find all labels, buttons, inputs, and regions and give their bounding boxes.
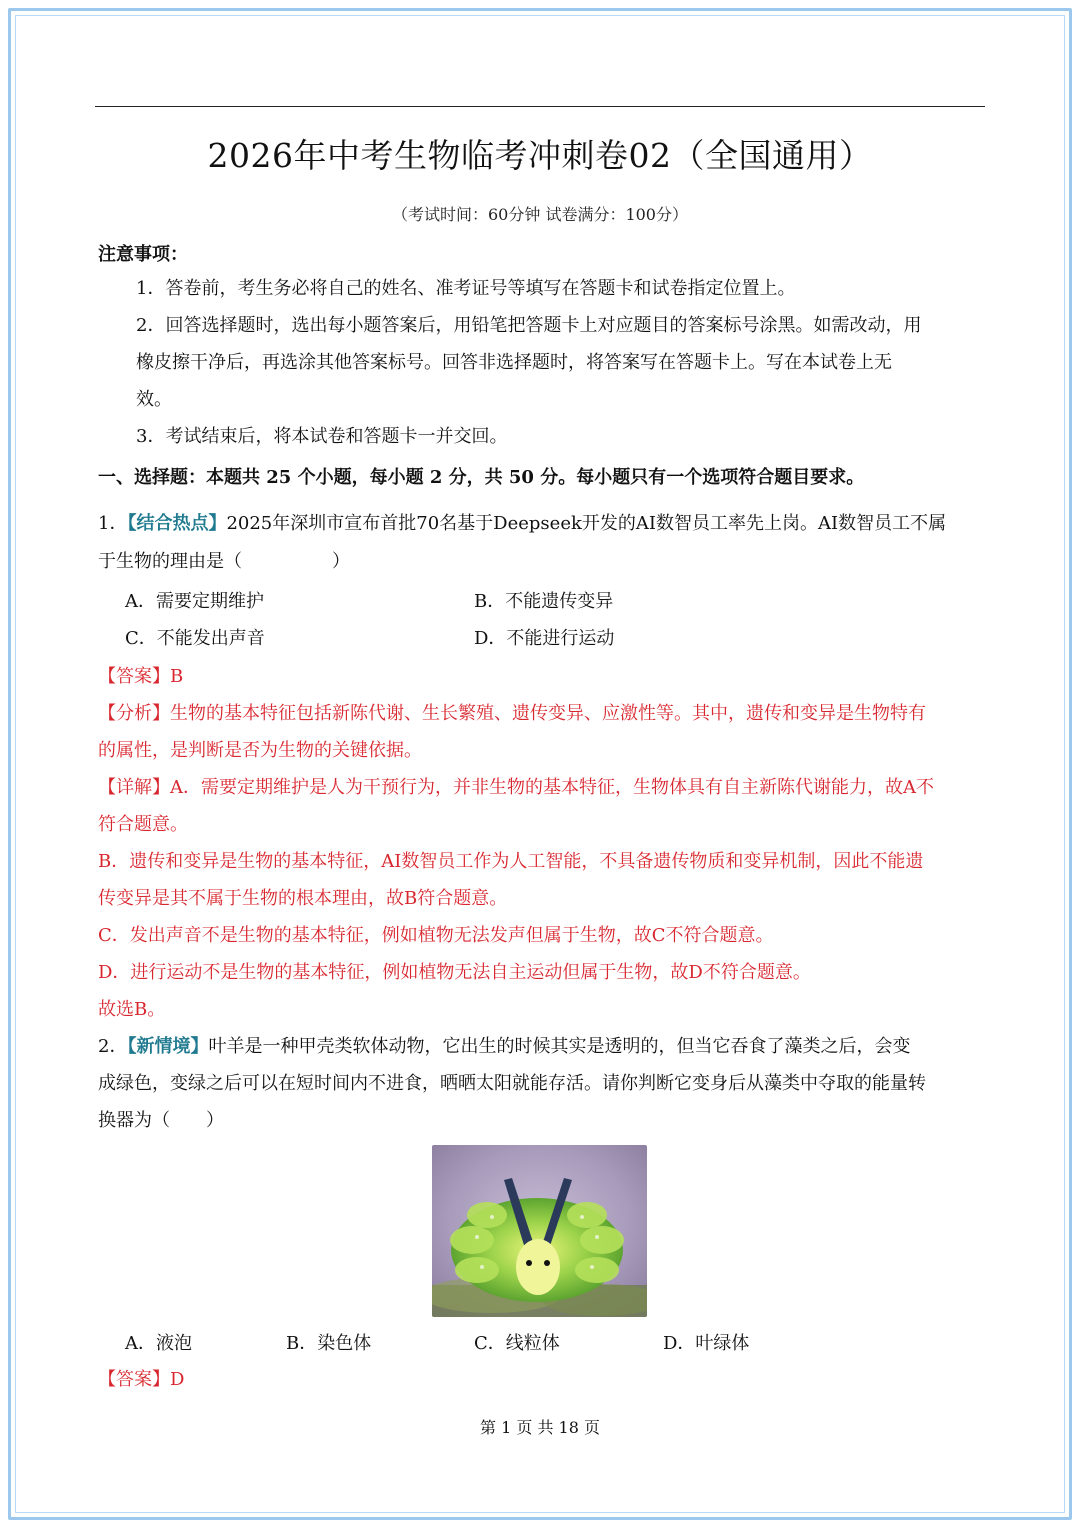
section-heading-choice: 一、选择题：本题共 25 个小题，每小题 2 分，共 50 分。每小题只有一个选项符合题目要求。 (98, 467, 865, 488)
notice-item-2-line-3: 效。 (136, 389, 172, 410)
q1-conclusion: 故选B。 (98, 999, 166, 1020)
q1-analysis-line-1: 【分析】生物的基本特征包括新陈代谢、生长繁殖、遗传变异、应激性等。其中，遗传和变异是生物特有 (98, 703, 926, 724)
notice-item-2-line-2: 橡皮擦干净后，再选涂其他答案标号。回答非选择题时，将答案写在答题卡上。写在本试卷上无 (136, 352, 892, 373)
notice-item-2-line-1: 2．回答选择题时，选出每小题答案后，用铅笔把答题卡上对应题目的答案标号涂黑。如需改动，用 (136, 315, 922, 336)
q1-answer: 【答案】B (98, 666, 184, 687)
q1-stem-text: 2025年深圳市宣布首批70名基于Deepseek开发的AI数智员工率先上岗。AI数智员工不属 (226, 513, 947, 534)
q2-answer: 【答案】D (98, 1369, 185, 1390)
q1-detail-line-2: 符合题意。 (98, 814, 188, 835)
q1-number: 1． (98, 513, 128, 534)
q1-stem-line-1 (98, 513, 946, 535)
notice-item-1: 1．答卷前，考生务必将自己的姓名、准考证号等填写在答题卡和试卷指定位置上。 (136, 278, 796, 299)
notice-heading: 注意事项： (98, 244, 188, 265)
q2-option-a: A．液泡 (125, 1333, 192, 1354)
q2-option-b: B．染色体 (286, 1333, 372, 1354)
page-number-footer: 第 1 页 共 18 页 (480, 1418, 600, 1437)
page-title: 2026年中考生物临考冲刺卷02（全国通用） (207, 136, 873, 175)
exam-info: （考试时间：60分钟 试卷满分：100分） (392, 205, 688, 224)
q1-detail-b-line-2: 传变异是其不属于生物的根本理由，故B符合题意。 (98, 888, 508, 909)
leaf-sheep-photo (432, 1145, 647, 1317)
q1-detail-c: C．发出声音不是生物的基本特征，例如植物无法发声但属于生物，故C不符合题意。 (98, 925, 774, 946)
q1-analysis-line-2: 的属性，是判断是否为生物的关键依据。 (98, 740, 422, 761)
q2-stem-text: 叶羊是一种甲壳类软体动物，它出生的时候其实是透明的，但当它吞食了藻类之后，会变 (208, 1036, 911, 1057)
q2-option-d: D．叶绿体 (663, 1333, 750, 1354)
q2-stem-line-1 (98, 1036, 910, 1058)
q2-tag: 【新情境】 (127, 1036, 209, 1057)
q1-stem-line-2: 于生物的理由是（ ） (98, 551, 350, 572)
q1-option-a: A．需要定期维护 (125, 591, 264, 612)
notice-item-3: 3．考试结束后，将本试卷和答题卡一并交回。 (136, 426, 508, 447)
q1-tag: 【结合热点】 (127, 513, 227, 534)
header-rule (95, 106, 985, 107)
q1-detail-d: D．进行运动不是生物的基本特征，例如植物无法自主运动但属于生物，故D不符合题意。 (98, 962, 811, 983)
q2-option-c: C．线粒体 (474, 1333, 560, 1354)
q2-number: 2． (98, 1036, 128, 1057)
q1-option-c: C．不能发出声音 (125, 628, 265, 649)
q1-detail-b-line-1: B．遗传和变异是生物的基本特征，AI数智员工作为人工智能，不具备遗传物质和变异机制，因此不能遗 (98, 851, 924, 872)
q1-option-d: D．不能进行运动 (474, 628, 615, 649)
q2-stem-line-2: 成绿色，变绿之后可以在短时间内不进食，晒晒太阳就能存活。请你判断它变身后从藻类中夺取的能量转 (98, 1073, 926, 1094)
q2-stem-line-3: 换器为（ ） (98, 1110, 224, 1131)
q1-detail-line-1: 【详解】A．需要定期维护是人为干预行为，并非生物的基本特征，生物体具有自主新陈代谢能力，故A不 (98, 777, 934, 798)
q1-option-b: B．不能遗传变异 (474, 591, 614, 612)
